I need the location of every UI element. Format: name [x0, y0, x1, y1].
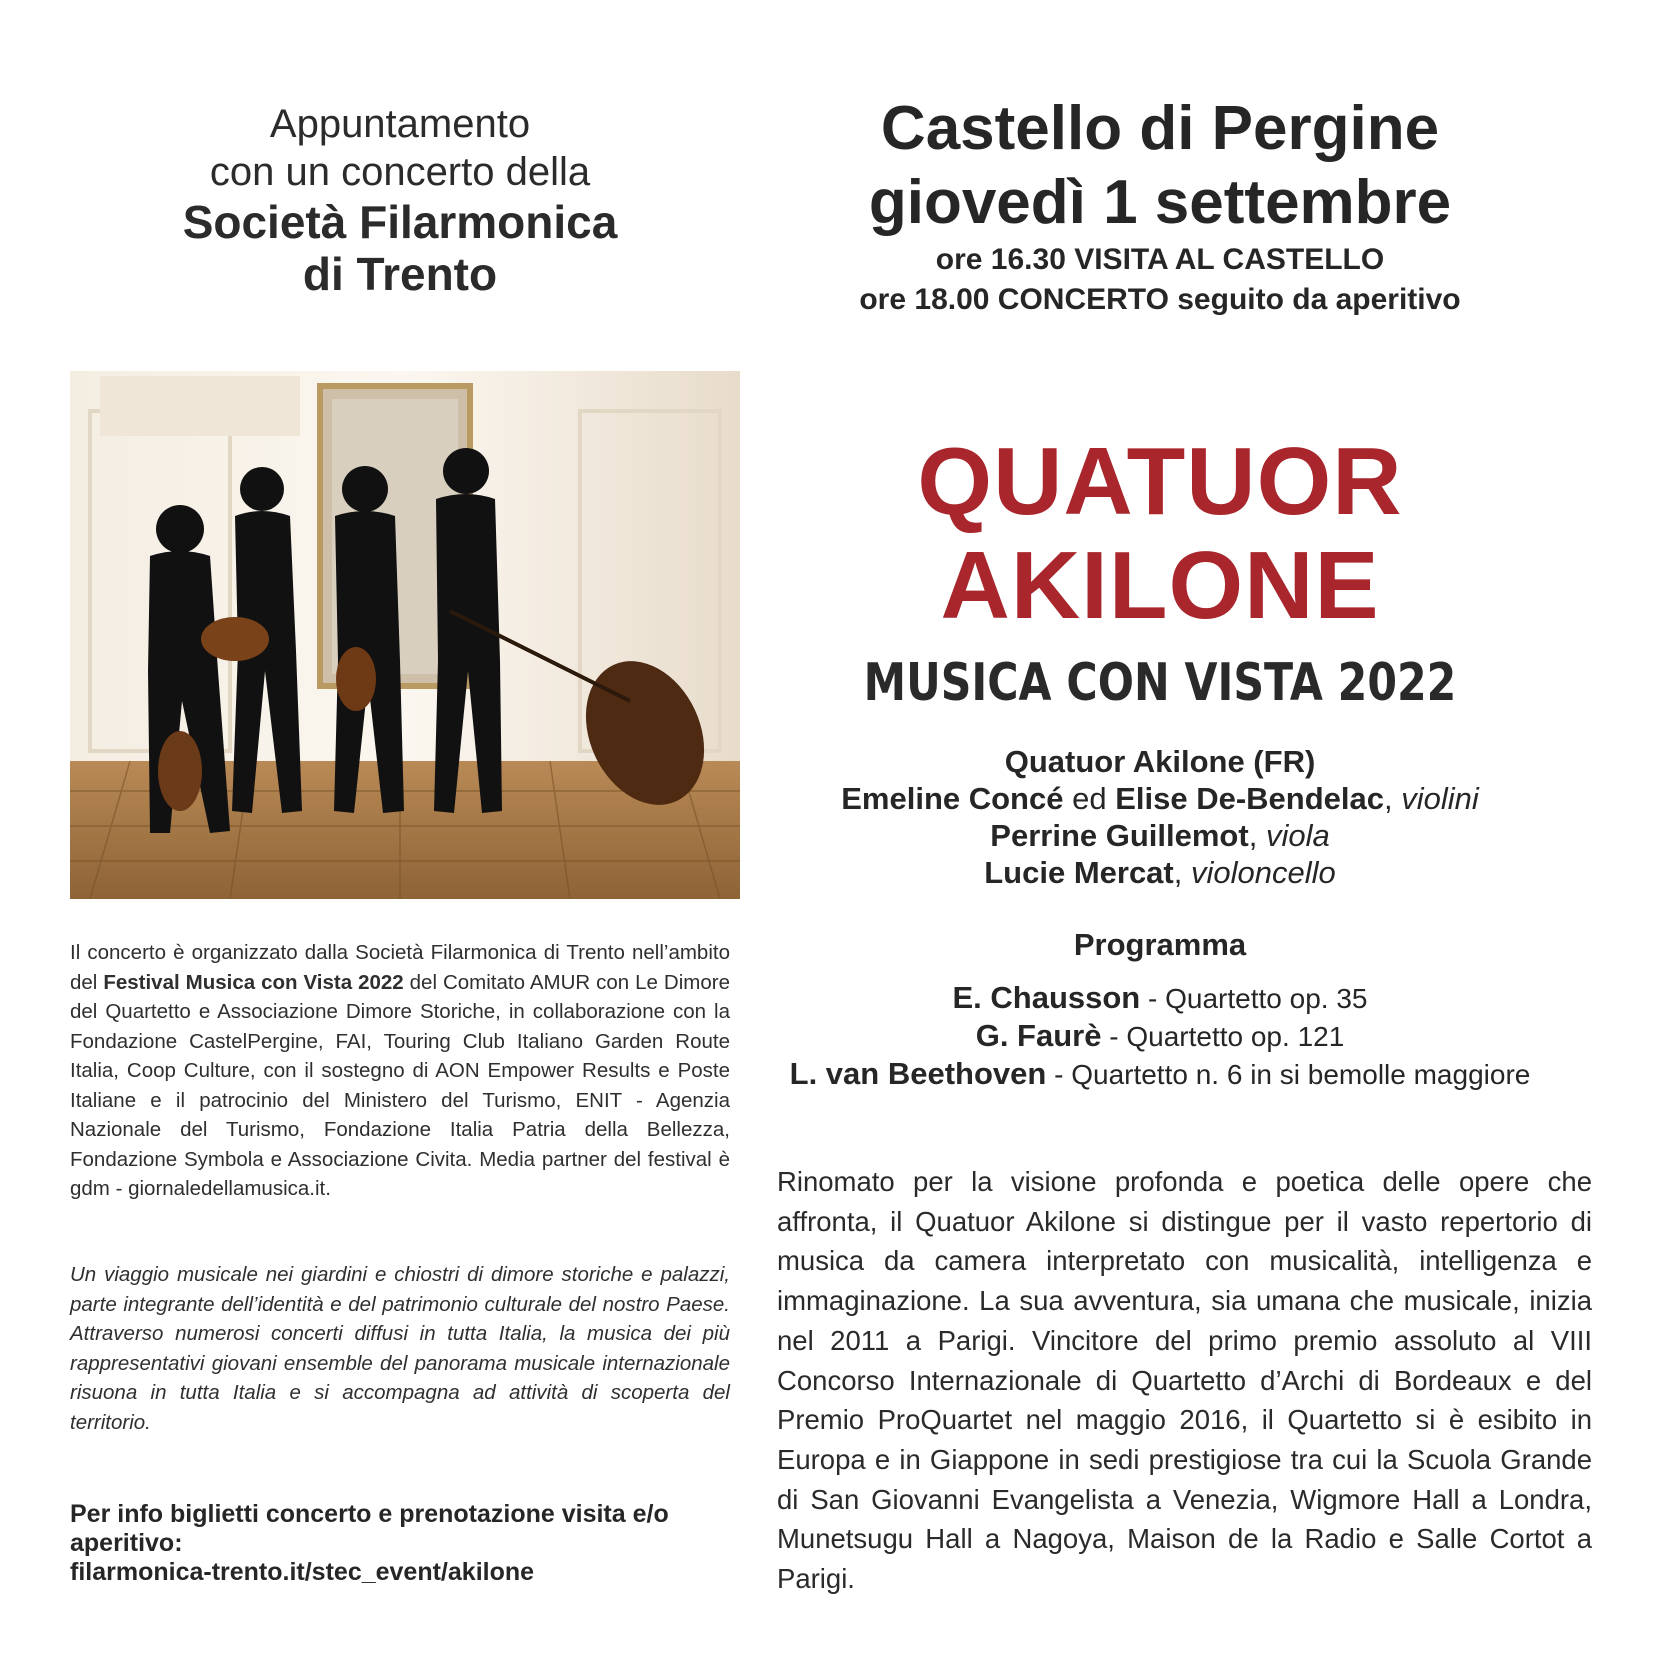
info-url[interactable]: filarmonica-trento.it/stec_event/akilone — [70, 1558, 535, 1586]
venue-title: Castello di Pergine — [880, 94, 1440, 163]
performer-cello — [760, 854, 1560, 891]
ensemble-title — [760, 430, 1560, 638]
quartet-photo — [70, 371, 740, 899]
performer-violins — [760, 780, 1560, 817]
programme-item — [760, 979, 1560, 1017]
violinist-2: Elise De-Bendelac — [1115, 781, 1384, 816]
organisation-part-1: Il concerto è organizzato dalla Società Filarmonica di Trento nell’ambito del — [70, 941, 730, 994]
cellist: Lucie Mercat — [984, 855, 1174, 890]
violinist-1: Emeline Concé — [841, 781, 1064, 816]
violist: Perrine Guillemot — [990, 818, 1249, 853]
ensemble-name-line-1: QUATUOR — [917, 428, 1403, 535]
performer-viola — [760, 817, 1560, 854]
heading-line-4: di Trento — [302, 248, 498, 300]
organisation-paragraph — [70, 938, 730, 1204]
festival-name-bold: Festival Musica con Vista 2022 — [103, 970, 404, 994]
comma-2: , — [1248, 818, 1266, 853]
composer: L. van Beethoven — [789, 1056, 1047, 1091]
group-name: Quatuor Akilone (FR) — [1004, 744, 1316, 779]
cello-role: violoncello — [1190, 855, 1336, 890]
visit-time: ore 16.30 VISITA AL CASTELLO — [935, 243, 1385, 276]
performer-group — [760, 743, 1560, 780]
composer: E. Chausson — [952, 980, 1141, 1015]
quartet-photo-illustration — [70, 371, 740, 899]
programme-item — [760, 1055, 1560, 1093]
programme-heading: Programma — [1073, 927, 1247, 962]
tour-paragraph: Un viaggio musicale nei giardini e chiostri di dimore storiche e palazzi, parte integrante dell’identità e del patrimonio culturale del nostro Paese. Attraverso numerosi concerti diffusi in tutta Italia, la musica dei più rappresentativi giovani ensemble del panorama musicale internazionale risuona in tutta Italia e si accompagna ad attività di scoperta del territorio. — [70, 1263, 730, 1434]
heading-line-2: con un concerto della — [209, 150, 591, 194]
ensemble-biography: Rinomato per la visione profonda e poetica delle opere che affronta, il Quatuor Akilone si distingue per il vasto repertorio di musica da camera interpretato con musicalità, intelligenza e immaginazione. La sua avventura, sia umana che musicale, inizia nel 2011 a Parigi. Vincitore del primo premio assoluto al VIII Concorso Internazionale di Quartetto d’Archi di Bordeaux e del Premio ProQuartet nel maggio 2016, il Quartetto si è esibito in Europa e in Giappone in sedi prestigiose tra cui la Scuola Grande di San Giovanni Evangelista a Venezia, Wigmore Hall a Londra, Munetsugu Hall a Nagoya, Maison de la Radio e Salle Cortot a Parigi. — [777, 1166, 1592, 1595]
work: - Quartetto op. 35 — [1140, 983, 1368, 1014]
heading-line-3: Società Filarmonica — [182, 196, 618, 248]
event-date: giovedì 1 settembre — [868, 168, 1452, 237]
organisation-part-2: del Comitato AMUR con Le Dimore del Quartetto e Associazione Dimore Storiche, in collaborazione con la Fondazione CastelPergine, FAI, Touring Club Italiano Garden Route Italia, Coop Culture, con il sostegno di AON Empower Results e Poste Italiane e il patrocinio del Ministero del Turismo, ENIT - Agenzia Nazionale del Turismo, Fondazione Italia Patria della Bellezza, Fondazione Symbola e Associazione Civita. Media partner del festival è gdm - giornaledellamusica.it. — [70, 970, 730, 1200]
event-heading — [760, 92, 1560, 320]
work: - Quartetto op. 121 — [1101, 1021, 1345, 1052]
comma-1: , — [1384, 781, 1402, 816]
viola-role: viola — [1265, 818, 1330, 853]
programme — [760, 925, 1560, 1093]
festival-title: MUSICA CON VISTA 2022 — [863, 653, 1457, 713]
heading-line-1: Appuntamento — [269, 102, 531, 146]
work: - Quartetto n. 6 in si bemolle maggiore — [1046, 1059, 1531, 1090]
concert-time: ore 18.00 CONCERTO seguito da aperitivo — [859, 283, 1461, 316]
and-text: ed — [1063, 781, 1116, 816]
organizer-heading — [90, 100, 710, 300]
composer: G. Faurè — [975, 1018, 1102, 1053]
programme-item — [760, 1017, 1560, 1055]
comma-3: , — [1173, 855, 1191, 890]
ensemble-name-line-2: AKILONE — [940, 532, 1380, 639]
info-label: Per info biglietti concerto e prenotazione visita e/o aperitivo: — [70, 1500, 669, 1557]
violin-role: violini — [1401, 781, 1479, 816]
info-block — [70, 1500, 730, 1587]
performers-list — [760, 743, 1560, 891]
